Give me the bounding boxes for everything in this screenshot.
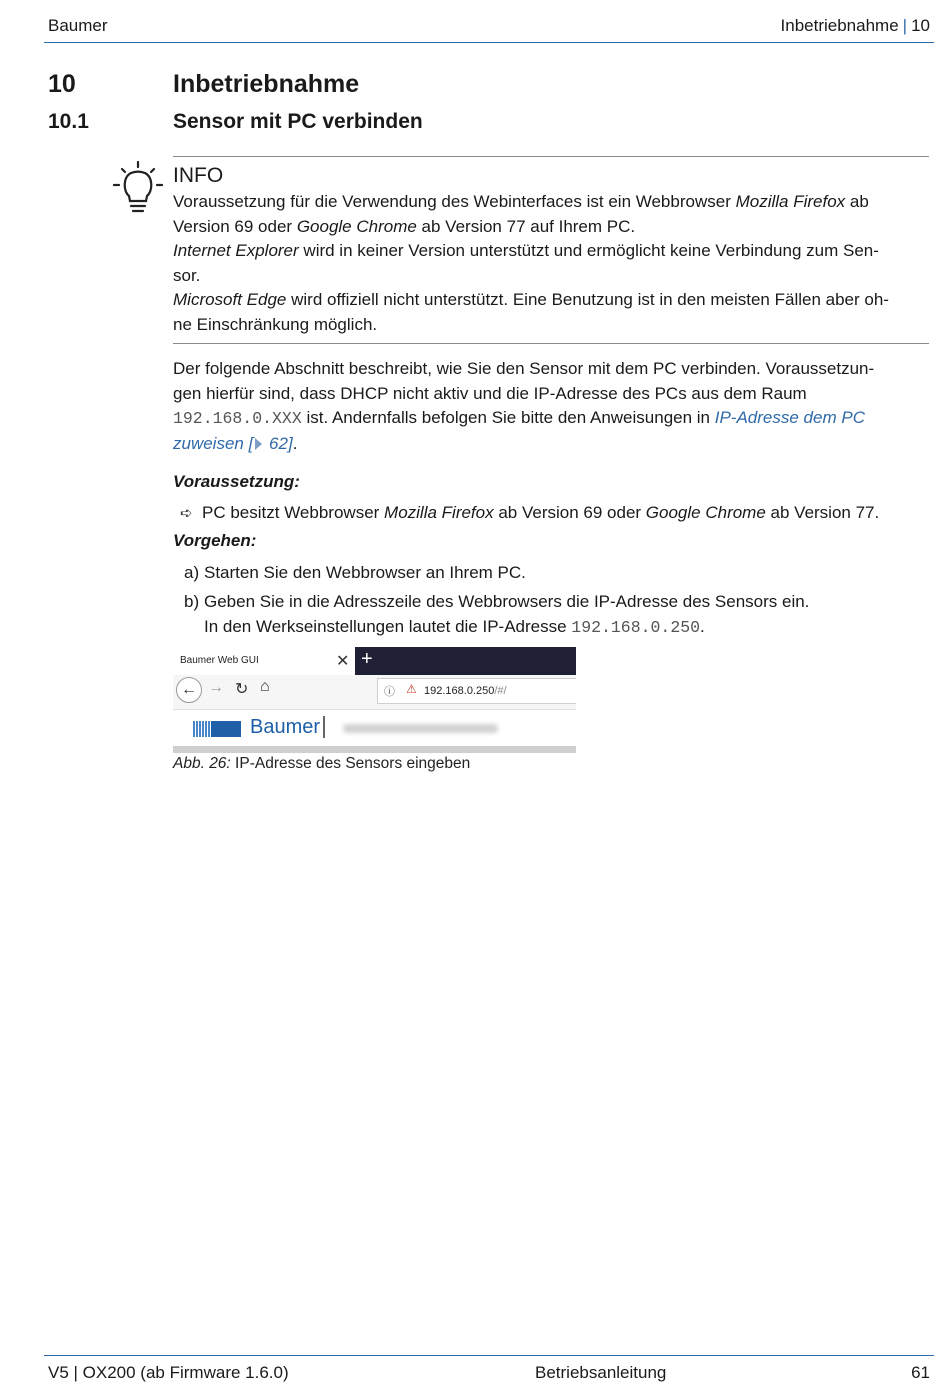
default-ip-code: 192.168.0.250 — [571, 617, 701, 637]
chapter-number: 10 — [48, 70, 76, 98]
forward-arrow-icon[interactable]: → — [208, 679, 224, 696]
step-b-key: b) — [184, 592, 200, 611]
info-paragraph-browser: Voraussetzung für die Verwendung des Webinterfaces ist ein Webbrowser Mozilla Firefox ab Version 69 oder Google Chrome ab Version 77 auf Ihrem PC. — [173, 192, 869, 236]
section-title: Sensor mit PC verbinden — [173, 110, 423, 133]
baumer-logo-icon — [193, 721, 241, 737]
browser-page — [173, 710, 576, 746]
section-number: 10.1 — [48, 110, 89, 133]
info-box — [173, 156, 929, 344]
page-header — [44, 14, 934, 43]
reload-icon[interactable]: ↻ — [235, 681, 249, 698]
chapter-title: Inbetriebnahme — [173, 70, 360, 98]
procedure-label: Vorgehen: — [173, 531, 257, 550]
figure-caption: Abb. 26: IP-Adresse des Sensors eingeben — [173, 755, 471, 772]
info-paragraph-edge: Microsoft Edge wird offiziell nicht unterstützt. Eine Benutzung ist in den meisten Fällen aber oh- ne Einschränkung möglich. — [173, 290, 889, 334]
ip-address-link[interactable]: IP-Adresse dem PC zuweisen [ 62] — [173, 408, 865, 453]
browser-bottom-strip — [173, 746, 576, 753]
browser-tab[interactable] — [173, 647, 355, 675]
prerequisite-item: ➪ PC besitzt Webbrowser Mozilla Firefox ab Version 69 oder Google Chrome ab Version 77. — [180, 501, 940, 526]
address-bar-url: 192.168.0.250/#/ — [424, 685, 507, 697]
step-a-key: a) — [184, 563, 200, 582]
baumer-logo-text: Baumer — [250, 716, 321, 738]
footer-page-number: 61 — [911, 1363, 930, 1382]
back-arrow-icon[interactable]: ← — [176, 677, 202, 703]
home-icon[interactable]: ⌂ — [260, 678, 270, 695]
result-arrow-icon: ➪ — [180, 505, 193, 522]
prerequisite-label: Voraussetzung: — [173, 472, 300, 491]
footer-document-type: Betriebsanleitung — [535, 1363, 667, 1382]
new-tab-icon[interactable]: + — [361, 648, 373, 670]
blurred-device-name — [343, 724, 498, 733]
browser-tab-bar — [173, 647, 576, 675]
page-footer — [44, 1355, 934, 1384]
address-bar[interactable] — [377, 678, 576, 704]
logo-divider — [323, 716, 325, 738]
insecure-lock-icon[interactable]: ⚠ — [406, 682, 417, 696]
header-brand: Baumer — [48, 16, 108, 35]
step-a-text: Starten Sie den Webbrowser an Ihrem PC. — [204, 563, 526, 582]
browser-screenshot — [173, 647, 576, 753]
step-b-text: Geben Sie in die Adresszeile des Webbrowsers die IP-Adresse des Sensors ein. In den Werkseinstellungen lautet die IP-Adresse 192.168.0.250. — [204, 592, 810, 637]
info-icon[interactable]: ⓘ — [384, 686, 395, 698]
browser-tab-title: Baumer Web GUI — [180, 655, 259, 666]
lightbulb-icon — [112, 160, 164, 216]
info-title: INFO — [173, 164, 224, 187]
info-paragraph-ie: Internet Explorer wird in keiner Version unterstützt und ermöglicht keine Verbindung zum Sen- sor. — [173, 241, 879, 285]
close-icon[interactable]: ✕ — [336, 653, 350, 670]
ip-range-code: 192.168.0.XXX — [173, 409, 302, 428]
page-reference-arrow-icon — [255, 438, 262, 450]
header-section: Inbetriebnahme | 10 — [780, 16, 930, 35]
intro-paragraph: Der folgende Abschnitt beschreibt, wie Sie den Sensor mit dem PC verbinden. Voraussetzun- gen hierfür sind, dass DHCP nicht aktiv und die IP-Adresse des PCs aus dem Raum 192.168.0.XXX ist. Andernfalls befolgen Sie bitte den Anweisungen in IP-Adresse dem PC zuweisen [ 62]. — [173, 359, 875, 453]
footer-document-info: V5 | OX200 (ab Firmware 1.6.0) — [48, 1363, 289, 1382]
